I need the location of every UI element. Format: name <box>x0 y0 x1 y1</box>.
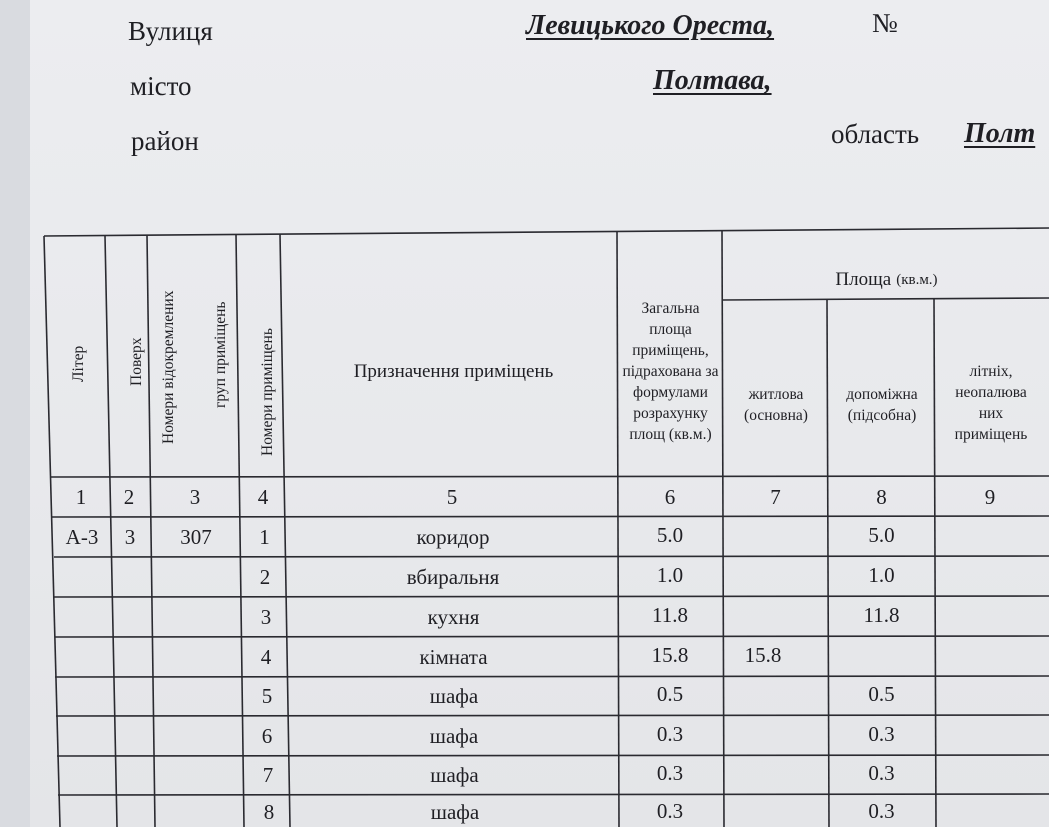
cell-purpose: шафа <box>430 763 479 787</box>
column-number: 5 <box>446 485 458 509</box>
cell-liter <box>54 559 112 596</box>
cell-total: 11.8 <box>652 603 688 627</box>
district-label: район <box>131 126 199 156</box>
cell-living <box>723 557 828 594</box>
cell-summer <box>935 597 1045 634</box>
cell-group <box>152 639 244 676</box>
column-number: 8 <box>876 485 887 509</box>
cell-summer <box>935 557 1045 594</box>
cell-purpose: кімната <box>419 645 488 669</box>
city-value: Полтава, <box>653 65 772 96</box>
cell-summer <box>935 517 1045 554</box>
cell-aux: 0.5 <box>868 682 895 706</box>
cell-purpose: шафа <box>429 684 479 708</box>
header-summer-line3: них <box>978 405 1004 422</box>
cell-room: 8 <box>263 799 275 824</box>
column-number: 4 <box>257 485 269 509</box>
cell-living <box>723 716 828 753</box>
cell-total: 0.3 <box>656 722 684 746</box>
cell-living <box>723 517 828 554</box>
header-area-group-unit: (кв.м.) <box>896 271 938 288</box>
cell-liter <box>57 718 115 755</box>
column-number: 9 <box>984 485 996 509</box>
cell-room: 7 <box>262 763 274 787</box>
cell-living <box>723 755 828 792</box>
column-number: 3 <box>189 485 201 509</box>
header-area-group-main: Площа <box>835 269 892 290</box>
column-number: 7 <box>770 485 781 509</box>
header-auxiliary <box>829 380 935 430</box>
cell-aux: 1.0 <box>868 563 895 587</box>
header-purpose: Призначення приміщень <box>353 361 554 382</box>
cell-total: 0.3 <box>656 761 684 785</box>
cell-aux <box>828 637 935 674</box>
cell-room: 1 <box>259 525 270 549</box>
cell-room: 5 <box>261 684 273 708</box>
cell-living <box>723 597 828 634</box>
header-total-area: Загальна площа приміщень, підрахована за формулами розрахунку площ (кв.м.) <box>622 299 719 443</box>
cell-room: 3 <box>260 605 272 629</box>
cell-floor <box>110 559 152 596</box>
cell-liter <box>54 599 112 636</box>
cell-floor <box>114 757 156 794</box>
street-label: Вулиця <box>128 16 213 46</box>
header-summer-line1: літніх, <box>969 363 1013 380</box>
cell-liter: А-3 <box>65 525 99 549</box>
cell-summer <box>935 755 1045 792</box>
cell-total: 5.0 <box>656 523 684 547</box>
header-auxiliary-line2: (підсобна) <box>847 407 917 424</box>
header-living-line2: (основна) <box>744 407 808 424</box>
header-room-numbers: Номери приміщень <box>259 328 276 456</box>
street-value: Левицького Ореста, <box>526 10 775 41</box>
cell-total: 0.3 <box>656 798 684 823</box>
cell-summer <box>935 676 1045 713</box>
header-liter: Літер <box>70 345 87 382</box>
cell-liter <box>59 797 117 827</box>
column-number: 6 <box>664 485 676 509</box>
cell-aux: 0.3 <box>868 798 895 823</box>
cell-living: 15.8 <box>744 643 782 667</box>
cell-living <box>723 676 828 713</box>
cell-group <box>155 757 247 794</box>
header-living <box>724 380 828 430</box>
cell-purpose: вбиральня <box>406 565 500 589</box>
header-living-line1: житлова <box>748 386 804 403</box>
cell-group <box>151 599 243 636</box>
header-auxiliary-line1: допоміжна <box>846 386 918 403</box>
cell-purpose: кухня <box>427 605 480 629</box>
cell-living <box>723 795 828 827</box>
cell-floor <box>113 718 155 755</box>
cell-total: 0.5 <box>656 682 684 706</box>
cell-total: 1.0 <box>656 563 684 587</box>
cell-floor <box>115 797 157 827</box>
header-group-numbers-line1: Номери відокремлених <box>160 290 177 444</box>
cell-liter <box>58 757 116 794</box>
number-label: № <box>872 8 898 38</box>
cell-aux: 0.3 <box>868 722 895 746</box>
cell-floor <box>112 678 154 715</box>
column-number: 2 <box>123 485 135 509</box>
header-group-numbers-line2: груп приміщень <box>212 301 229 408</box>
region-value: Полт <box>964 118 1036 149</box>
cell-group <box>151 559 243 596</box>
city-label: місто <box>130 71 192 101</box>
cell-aux: 11.8 <box>863 603 900 627</box>
cell-summer <box>935 637 1045 674</box>
cell-purpose: шафа <box>429 724 479 748</box>
cell-liter <box>55 639 113 676</box>
header-area-group <box>724 262 1049 298</box>
cell-group: 307 <box>180 525 212 549</box>
header-summer-line2: неопалюва <box>955 384 1027 401</box>
cell-summer <box>935 795 1045 827</box>
cell-total: 15.8 <box>651 643 689 667</box>
cell-liter <box>56 678 114 715</box>
cell-purpose: шафа <box>430 799 480 824</box>
column-number: 1 <box>75 485 87 509</box>
header-floor: Поверх <box>128 337 145 386</box>
cell-group <box>156 797 248 827</box>
cell-purpose: коридор <box>416 525 490 549</box>
cell-summer <box>935 716 1045 753</box>
cell-room: 6 <box>261 724 273 748</box>
cell-group <box>153 678 245 715</box>
cell-group <box>154 718 246 755</box>
cell-aux: 5.0 <box>868 523 895 547</box>
cell-room: 2 <box>259 565 271 589</box>
header-summer-line4: приміщень <box>954 426 1028 443</box>
region-label: область <box>831 119 920 149</box>
cell-aux: 0.3 <box>868 761 895 785</box>
cell-floor: 3 <box>124 525 136 549</box>
cell-floor <box>111 639 153 676</box>
header-summer <box>936 356 1046 450</box>
cell-room: 4 <box>260 645 272 669</box>
cell-floor <box>110 599 152 636</box>
